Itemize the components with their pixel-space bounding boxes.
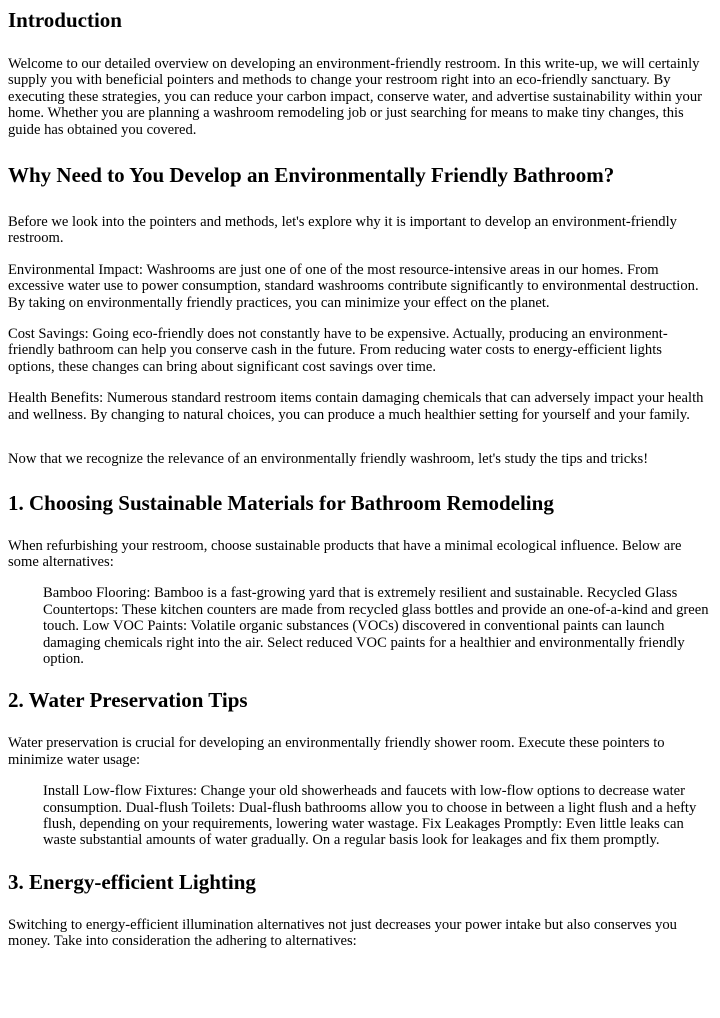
section-2-blockquote: Install Low-flow Fixtures: Change your old showerheads and faucets with low-flow options to decrease water consumption. Dual-flush Toilets: Dual-flush bathrooms allow you to choose in between a light flush and a hefty flush, depending on your requirements, lowering water wastage. Fix Leakages Promptly: Even little leaks can waste substantial amounts of water gradually. On a regular basis look for leakages and fix them promptly. [43,783,697,849]
intro-heading: Introduction [8,8,122,32]
section-3-paragraph: Switching to energy-efficient illumination alternatives not just decreases your power intake but also conserves you money. Take into consideration the adhering to alternatives: [8,916,677,950]
section-1-paragraph: When refurbishing your restroom, choose sustainable products that have a minimal ecological influence. Below are some alternatives: [8,537,682,570]
section-1-blockquote: Bamboo Flooring: Bamboo is a fast-growing yard that is extremely resilient and sustainable. Recycled Glass Countertops: These kitchen counters are made from recycled glass bottles and provide an one-of-a-kind and green touch. Low VOC Paints: Volatile organic substances (VOCs) discovered in conventional paints can launch damaging chemicals right into the air. Select reduced VOC paints for a healthier and environmentally friendly option. [43,585,709,667]
cost-savings-paragraph: Cost Savings: Going eco-friendly does not constantly have to be expensive. Actually, producing an environment-friendly bathroom can help you conserve cash in the future. From reducing water costs to energy-efficient lights options, these changes can bring about significant cost savings over time. [8,326,668,375]
transition-paragraph: Now that we recognize the relevance of an environmentally friendly washroom, let's study the tips and tricks! [8,451,649,468]
health-benefits-paragraph: Health Benefits: Numerous standard restroom items contain damaging chemicals that can adversely impact your health and wellness. By changing to natural choices, you can produce a much healthier setting for yourself and your family. [8,390,704,423]
why-heading: Why Need to You Develop an Environmentally Friendly Bathroom? [8,163,615,188]
section-2-heading: 2. Water Preservation Tips [8,688,248,713]
why-paragraph-1: Before we look into the pointers and methods, let's explore why it is important to develop an environment-friendly restroom. [8,214,677,247]
section-2-paragraph: Water preservation is crucial for developing an environmentally friendly shower room. Execute these pointers to minimize water usage: [8,735,665,768]
section-3-heading: 3. Energy-efficient Lighting [8,869,256,894]
intro-paragraph: Welcome to our detailed overview on developing an environment-friendly restroom. In this write-up, we will certainly supply you with beneficial pointers and methods to change your restroom right into an eco-friendly sanctuary. By executing these strategies, you can reduce your carbon impact, conserve water, and advertise sustainability within your home. Whether you are planning a washroom remodeling job or just searching for means to make tiny changes, this guide has obtained you covered. [8,56,703,138]
environmental-impact-paragraph: Environmental Impact: Washrooms are just one of one of the most resource-intensive areas in our homes. From excessive water use to power consumption, standard washrooms contribute significantly to environmental destruction. By taking on environmentally friendly practices, you can minimize your effect on the planet. [8,261,699,311]
section-1-heading: 1. Choosing Sustainable Materials for Bathroom Remodeling [8,490,554,515]
